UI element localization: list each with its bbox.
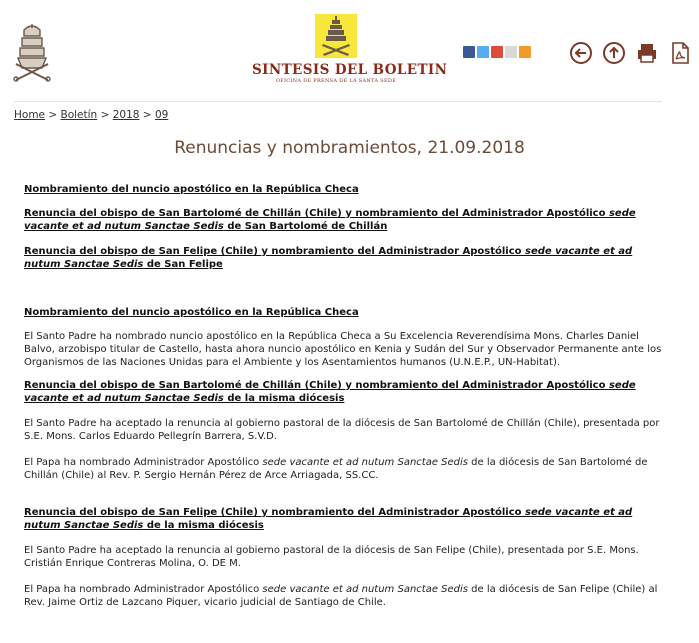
breadcrumb [14,109,168,121]
index-link-felipe[interactable]: Renuncia del obispo de San Felipe (Chile) y nombramiento del Administrador Apostólico sede vacante et ad nutum Sanctae Sedis de San Felipe [24,246,633,270]
facebook-icon[interactable] [463,46,475,58]
site-logo[interactable] [252,14,448,92]
section-heading-nuncio: Nombramiento del nuncio apostólico en la República Checa [24,307,359,318]
breadcrumb-home[interactable]: Home [14,109,46,121]
back-icon[interactable] [569,41,593,65]
pdf-icon[interactable] [668,41,692,65]
email-icon[interactable] [505,46,517,58]
up-icon[interactable] [602,41,626,65]
section-felipe-p2: El Papa ha nombrado Administrador Apostólico sede vacante et ad nutum Sanctae Sedis de la diócesis de San Felipe (Chile) al Rev. Jaime Ortiz de Lazcano Piquer, vicario judicial de Santiago de Chile. [24,584,658,608]
section-heading-chillan: Renuncia del obispo de San Bartolomé de Chillán (Chile) y nombramiento del Administrador Apostólico sede vacante et ad nutum Sanctae Sedis de la misma diócesis [24,380,636,404]
breadcrumb-separator: > [142,109,152,121]
header-divider [14,101,662,102]
index-link-nuncio[interactable]: Nombramiento del nuncio apostólico en la República Checa [24,184,359,195]
breadcrumb-boletin[interactable]: Boletín [60,109,98,121]
logo-subtitle: OFICINA DE PRENSA DE LA SANTA SEDE [275,78,397,84]
index-link-chillan[interactable]: Renuncia del obispo de San Bartolomé de Chillán (Chile) y nombramiento del Administrador Apostólico sede vacante et ad nutum Sanctae Sedis de San Bartolomé de Chillán [24,208,636,232]
print-icon[interactable] [635,41,659,65]
section-chillan-p2: El Papa ha nombrado Administrador Apostólico sede vacante et ad nutum Sanctae Sedis de la diócesis de San Bartolomé de Chillán (Chile) al Rev. P. Sergio Hernán Pérez de Arce Arriagada, SS.CC. [24,457,648,481]
rss-icon[interactable] [519,46,531,58]
page-title: Renuncias y nombramientos, 21.09.2018 [174,138,525,158]
googleplus-icon[interactable] [491,46,503,58]
twitter-icon[interactable] [477,46,489,58]
breadcrumb-separator: > [48,109,58,121]
breadcrumb-year[interactable]: 2018 [112,109,140,121]
section-body-nuncio: El Santo Padre ha nombrado nuncio apostólico en la República Checa a Su Excelencia Reverendísima Mons. Charles Daniel Balvo, arzobispo titular de Castello, hasta ahora nuncio apostólico en Kenia y Sudán del Sur y Observador Permanente ante los Organismos de las Naciones Unidas para el Ambiente y los Asentamientos humanos (U.N.E.P., UN-Habitat). [24,331,662,368]
breadcrumb-month[interactable]: 09 [154,109,169,121]
section-felipe-p1: El Santo Padre ha aceptado la renuncia al gobierno pastoral de la diócesis de San Felipe (Chile), presentada por S.E. Mons. Cristián Enrique Contreras Molina, O. DE M. [24,545,639,569]
section-heading-felipe: Renuncia del obispo de San Felipe (Chile) y nombramiento del Administrador Apostólico sede vacante et ad nutum Sanctae Sedis de la misma diócesis [24,507,633,531]
section-chillan-p1: El Santo Padre ha aceptado la renuncia al gobierno pastoral de la diócesis de San Bartolomé de Chillán (Chile), presentada por S.E. Mons. Carlos Eduardo Pellegrín Barrera, S.V.D. [24,418,660,442]
social-links [463,46,531,60]
breadcrumb-separator: > [100,109,110,121]
site-header [0,0,699,100]
holy-see-emblem-icon [315,14,357,58]
logo-title: SINTESIS DEL BOLETIN [252,62,448,78]
page-tools [569,41,692,65]
papal-emblem-icon [12,24,52,82]
